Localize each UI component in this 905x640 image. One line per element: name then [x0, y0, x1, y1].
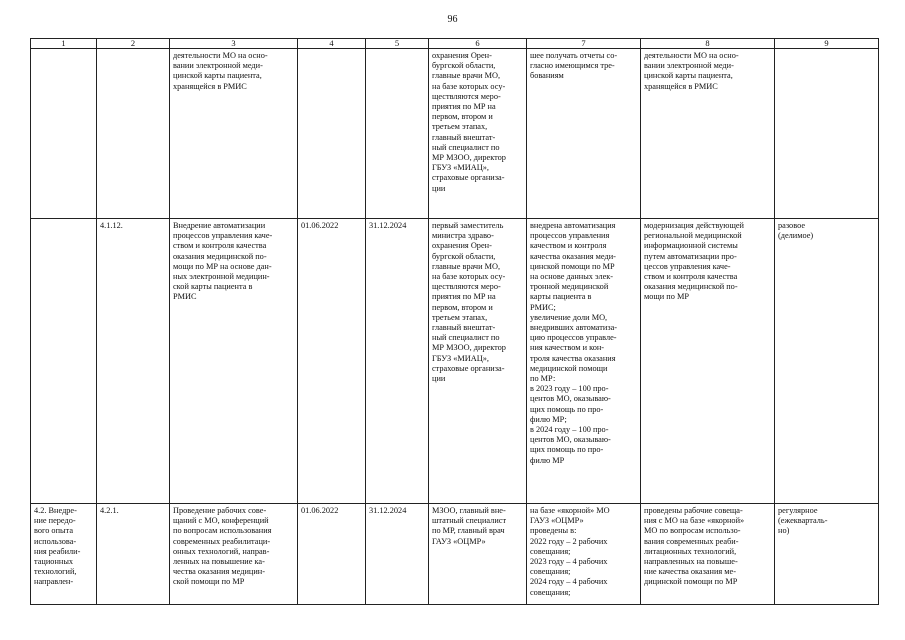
measure-cell: Внедрение автоматизации процессов управления каче- ством и контроля качества оказания медицинской по- мощи по МР на основе дан- ных электронной медицин- ской карты пациента в РМИС	[170, 219, 298, 504]
column-number: 4	[298, 39, 366, 49]
column-number: 1	[31, 39, 97, 49]
document-table	[30, 38, 879, 605]
section-cell	[31, 219, 97, 504]
table-row	[31, 504, 879, 605]
measure-cell: Проведение рабочих сове- щаний с МО, конференций по вопросам использования современных реабилитаци- онных технологий, направ- ленных на повышение ка- чества оказания медицин- ской помощи по МР	[170, 504, 298, 605]
frequency-cell: разовое (делимое)	[775, 219, 879, 504]
frequency-cell: регулярное (ежекварталь- но)	[775, 504, 879, 605]
responsible-cell: охранения Орен- бургской области, главные врачи МО, на базе которых осу- ществляются меро- приятия по МР на первом, втором и третьем этапах, главный внештат- ный специалист по МР МЗОО, директор ГБУЗ «МИАЦ», страховые организа- ции	[429, 49, 527, 219]
section-cell: 4.2. Внедре- ние передо- вого опыта использова- ния реабили- тационных технологий, направлен-	[31, 504, 97, 605]
column-number: 5	[366, 39, 429, 49]
responsible-cell: МЗОО, главный вне- штатный специалист по МР, главный врач ГАУЗ «ОЦМР»	[429, 504, 527, 605]
start-date-cell: 01.06.2022	[298, 504, 366, 605]
description-cell: проведены рабочие совеща- ния с МО на базе «якорной» МО по вопросам использо- вания современных реаби- литационных технологий, направленных на повыше- ние качества оказания ме- дицинской помощи по МР	[641, 504, 775, 605]
frequency-cell	[775, 49, 879, 219]
description-cell: деятельности МО на осно- вании электронной меди- цинской карты пациента, хранящейся в РМИС	[641, 49, 775, 219]
column-number: 3	[170, 39, 298, 49]
item-number-cell: 4.1.12.	[97, 219, 170, 504]
table-row	[31, 49, 879, 219]
page-number: 96	[447, 14, 458, 25]
section-cell	[31, 49, 97, 219]
item-number-cell	[97, 49, 170, 219]
column-number: 2	[97, 39, 170, 49]
column-number: 7	[527, 39, 641, 49]
result-cell: внедрена автоматизация процессов управления качеством и контроля качества оказания меди- цинской помощи по МР на основе данных элек- тронной медицинской карты пациента в РМИС; увеличение доли МО, внедривших автоматиза- цию процессов управле- ния качеством и кон- троля качества оказания медицинской помощи по МР: в 2023 году – 100 про- центов МО, оказываю- щих помощь по про- филю МР; в 2024 году – 100 про- центов МО, оказываю- щих помощь по про- филю МР	[527, 219, 641, 504]
start-date-cell	[298, 49, 366, 219]
start-date-cell: 01.06.2022	[298, 219, 366, 504]
description-cell: модернизация действующей региональной медицинской информационной системы путем автоматизации про- цессов управления каче- ством и контроля качества оказания медицинской по- мощи по МР	[641, 219, 775, 504]
column-number: 8	[641, 39, 775, 49]
result-cell: шее получать отчеты со- гласно имеющимся тре- бованиям	[527, 49, 641, 219]
column-number: 6	[429, 39, 527, 49]
end-date-cell: 31.12.2024	[366, 504, 429, 605]
result-cell: на базе «якорной» МО ГАУЗ «ОЦМР» проведены в: 2022 году – 2 рабочих совещания; 2023 году – 4 рабочих совещания; 2024 году – 4 рабочих совещания;	[527, 504, 641, 605]
column-number-row	[31, 39, 879, 49]
responsible-cell: первый заместитель министра здраво- охранения Орен- бургской области, главные врачи МО, на базе которых осу- ществляются меро- приятия по МР на первом, втором и третьем этапах, главный внештат- ный специалист по МР МЗОО, директор ГБУЗ «МИАЦ», страховые организа- ции	[429, 219, 527, 504]
end-date-cell: 31.12.2024	[366, 219, 429, 504]
column-number: 9	[775, 39, 879, 49]
item-number-cell: 4.2.1.	[97, 504, 170, 605]
end-date-cell	[366, 49, 429, 219]
table-row	[31, 219, 879, 504]
measure-cell: деятельности МО на осно- вании электронной меди- цинской карты пациента, хранящейся в РМИС	[170, 49, 298, 219]
